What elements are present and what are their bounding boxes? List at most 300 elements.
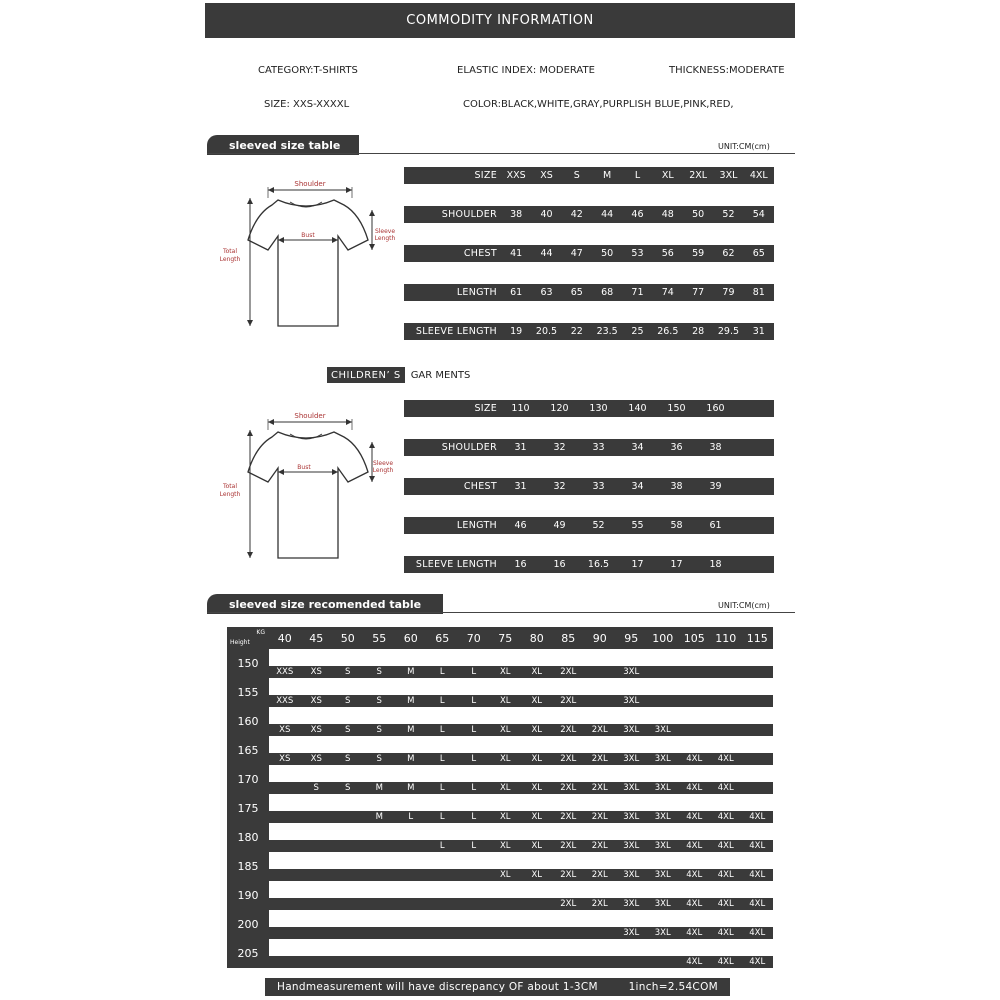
size-bar [269,666,773,678]
category-info: CATEGORY:T-SHIRTS [258,65,358,76]
size-cell: L [408,812,414,822]
cell: 16 [514,559,527,570]
size-cell: 4XL [686,754,703,764]
cell: 160 [706,403,725,414]
spacer [735,442,774,453]
cell: 68 [601,287,614,298]
cell: 52 [592,520,605,531]
cell: 3XL [719,170,738,181]
recommended-table-tab [207,594,443,614]
weight-95: 95 [624,631,639,645]
size-cell: XS [279,754,291,764]
size-cell: 2XL [560,783,577,793]
size-cell: 3XL [623,783,640,793]
tab-label: sleeved size recomended table [229,597,422,611]
size-cell: L [439,783,445,793]
size-cell: XL [531,754,543,764]
cell: 46 [631,209,644,220]
size-cell: M [407,667,415,677]
size-cell: 3XL [623,870,640,880]
discrepancy-note: Handmeasurement will have discrepancy OF about 1-3CM [277,981,598,993]
row-spacer [269,707,773,724]
row-spacer [269,794,773,811]
size-bar [269,898,773,910]
size-cell: XXS [276,696,294,706]
cell: 16.5 [587,559,610,570]
cell: 61 [709,520,722,531]
adult-size-table [404,167,774,340]
size-cell: 3XL [654,899,671,909]
size-cell: 2XL [560,870,577,880]
cell: 38 [709,442,722,453]
cell: 61 [510,287,523,298]
cell: 55 [631,520,644,531]
kids-row-chest [404,478,774,495]
cell: 44 [601,209,614,220]
kids-row-shoulder [404,439,774,456]
cell: 50 [692,209,705,220]
page-title: COMMODITY INFORMATION [406,13,594,28]
weight-40: 40 [277,631,292,645]
size-cell: XL [499,696,511,706]
cell: 26.5 [657,326,679,337]
cell: 34 [631,481,644,492]
size-cell: 3XL [623,725,640,735]
cell: 81 [752,287,765,298]
height-cell: 170 [227,765,269,794]
size-cell: S [345,667,351,677]
kids-total-label-1: Total [222,483,238,490]
cell: 58 [670,520,683,531]
row-label: SLEEVE LENGTH [415,326,497,337]
size-cell: L [439,725,445,735]
weight-100: 100 [652,631,674,645]
size-cell: 4XL [686,841,703,851]
height-label: Height [230,639,250,646]
cell: 33 [592,481,605,492]
size-cell: 2XL [591,841,608,851]
thickness-info: THICKNESS:MODERATE [669,65,785,76]
size-cell: L [471,783,477,793]
height-cell: 155 [227,678,269,707]
size-cell: L [439,841,445,851]
cell: 46 [514,520,527,531]
kids-row-sleeve-length [404,556,774,573]
size-cell: XL [499,783,511,793]
cell: 40 [540,209,553,220]
cell: 16 [553,559,566,570]
size-bar [269,695,773,707]
size-cell: 3XL [654,783,671,793]
size-cell: 2XL [560,696,577,706]
cell: 71 [631,287,644,298]
cell: 56 [661,248,674,259]
weight-header-row [227,627,773,649]
sleeved-size-table-tab [207,135,359,155]
size-cell: 4XL [717,754,734,764]
cell: XXS [506,170,526,181]
size-cell: M [407,754,415,764]
weight-45: 45 [309,631,324,645]
unit-label: UNIT:CM(cm) [718,601,770,610]
size-cell: S [313,783,319,793]
weight-55: 55 [372,631,387,645]
size-cell: S [345,783,351,793]
size-cell: 2XL [560,812,577,822]
size-bar [269,869,773,881]
cell: 31 [752,326,765,337]
size-cell: 2XL [560,667,577,677]
cell: 47 [570,248,583,259]
cell: 77 [692,287,705,298]
row-label: CHEST [463,248,497,259]
height-cell: 185 [227,852,269,881]
total-label-2: Length [219,256,241,263]
cell: 53 [631,248,644,259]
section-divider [207,153,795,154]
size-cell: 2XL [591,812,608,822]
section-divider [207,612,795,613]
height-cell: 150 [227,649,269,678]
size-cell: 4XL [686,928,703,938]
cell: 48 [661,209,674,220]
weight-90: 90 [592,631,607,645]
size-cell: 4XL [717,812,734,822]
cell: 17 [631,559,644,570]
row-label: SLEEVE LENGTH [415,559,497,570]
size-cell: XL [531,725,543,735]
height-cell: 200 [227,910,269,939]
cell: 32 [553,481,566,492]
size-cell: 3XL [623,928,640,938]
adult-tshirt-diagram [210,178,400,333]
size-cell: 2XL [560,725,577,735]
cell: 31 [514,481,527,492]
cell: 4XL [749,170,768,181]
cell: 59 [692,248,705,259]
size-cell: 2XL [591,899,608,909]
size-cell: 4XL [686,957,703,967]
row-label: SHOULDER [441,442,497,453]
size-cell: 3XL [654,725,671,735]
size-cell: 4XL [717,783,734,793]
spacer [735,403,774,414]
size-cell: 2XL [591,725,608,735]
size-cell: XL [499,667,511,677]
size-cell: 4XL [686,870,703,880]
height-row-180 [227,823,773,852]
size-cell: 3XL [623,696,640,706]
row-label: LENGTH [456,520,497,531]
height-row-205 [227,939,773,968]
height-cell: 180 [227,823,269,852]
size-cell: 2XL [560,841,577,851]
size-bar [269,840,773,852]
cell: 25 [631,326,644,337]
unit-label: UNIT:CM(cm) [718,142,770,151]
size-cell: L [471,812,477,822]
size-bar [269,724,773,736]
header-corner [227,627,269,649]
cell: XS [540,170,553,181]
recommended-size-table [227,627,773,968]
size-cell: S [376,696,382,706]
cell: 52 [722,209,735,220]
size-cell: L [471,754,477,764]
height-row-150 [227,649,773,678]
total-label-1: Total [222,248,238,255]
size-cell: L [439,812,445,822]
cell: 20.5 [535,326,558,337]
weight-60: 60 [403,631,418,645]
size-cell: 4XL [686,812,703,822]
spacer [735,520,774,531]
size-cell: M [375,812,383,822]
tab-label: sleeved size table [229,138,341,152]
size-cell: 4XL [717,957,734,967]
row-spacer [269,649,773,666]
adult-row-length [404,284,774,301]
cell: 44 [540,248,553,259]
size-cell: S [376,754,382,764]
size-cell: 4XL [749,957,766,967]
size-cell: XS [279,725,291,735]
kids-size-table [404,400,774,573]
cell: S [573,170,580,181]
size-bar [269,956,773,968]
row-label: SIZE [474,170,497,181]
height-cell: 175 [227,794,269,823]
kids-row-size [404,400,774,417]
row-spacer [269,939,773,956]
cell: 31 [514,442,527,453]
size-cell: XS [310,696,322,706]
cell: 54 [752,209,765,220]
height-cell: 205 [227,939,269,968]
size-cell: M [407,725,415,735]
size-cell: 4XL [749,928,766,938]
size-cell: L [439,696,445,706]
size-cell: XL [499,841,511,851]
adult-row-size [404,167,774,184]
bust-label: Bust [301,232,315,239]
cell: 38 [510,209,523,220]
weight-75: 75 [498,631,513,645]
cell: 19 [510,326,523,337]
cell: 32 [553,442,566,453]
height-row-190 [227,881,773,910]
size-cell: M [375,783,383,793]
cell: 22 [570,326,583,337]
size-cell: S [345,754,351,764]
recommended-rows [227,649,773,968]
cell: 74 [661,287,674,298]
size-cell: 2XL [560,899,577,909]
kids-row-length [404,517,774,534]
color-info: COLOR:BLACK,WHITE,GRAY,PURPLISH BLUE,PINK,RED, [463,99,734,110]
size-cell: S [345,725,351,735]
row-spacer [269,852,773,869]
weight-50: 50 [340,631,355,645]
size-cell: L [471,696,477,706]
kids-tshirt-diagram [210,410,400,565]
size-cell: 4XL [749,870,766,880]
height-row-185 [227,852,773,881]
cell: 17 [670,559,683,570]
weight-110: 110 [715,631,737,645]
size-cell: 3XL [623,841,640,851]
size-cell: XL [531,783,543,793]
size-cell: 4XL [749,899,766,909]
height-row-155 [227,678,773,707]
childrens-garments-title [327,367,470,383]
row-label: LENGTH [456,287,497,298]
size-cell: XL [499,870,511,880]
size-cell: XL [531,870,543,880]
size-cell: 3XL [654,928,671,938]
size-cell: L [439,754,445,764]
size-cell: 4XL [717,841,734,851]
size-cell: 2XL [591,783,608,793]
weight-65: 65 [435,631,450,645]
cell: 29.5 [717,326,740,337]
size-bar [269,782,773,794]
size-cell: XL [499,754,511,764]
cell: 41 [510,248,523,259]
kids-title-dark: CHILDREN’ S [327,367,405,383]
row-spacer [269,881,773,898]
weight-70: 70 [466,631,481,645]
size-cell: 4XL [717,928,734,938]
cell: 110 [511,403,530,414]
size-bar [269,927,773,939]
size-cell: L [471,841,477,851]
size-cell: XXS [276,667,294,677]
cell: L [634,170,641,181]
size-cell: XL [531,696,543,706]
height-row-170 [227,765,773,794]
cell: 42 [570,209,583,220]
kids-total-label-2: Length [219,491,241,498]
cell: 49 [553,520,566,531]
size-cell: 3XL [623,899,640,909]
size-cell: 3XL [654,754,671,764]
size-range-info: SIZE: XXS-XXXXL [264,99,350,110]
spacer [735,481,774,492]
cell: 38 [670,481,683,492]
row-spacer [269,765,773,782]
cell: 18 [709,559,722,570]
size-cell: 3XL [654,870,671,880]
elastic-info: ELASTIC INDEX: MODERATE [457,65,595,76]
cell: 65 [570,287,583,298]
row-spacer [269,910,773,927]
size-cell: 2XL [591,870,608,880]
sleeve-label-1: Sleeve [374,228,396,235]
size-cell: XL [531,841,543,851]
row-label: CHEST [463,481,497,492]
kids-title-rest: GAR MENTS [410,369,471,381]
cell: 65 [752,248,765,259]
size-cell: 4XL [749,841,766,851]
size-cell: S [345,696,351,706]
inch-conversion: 1inch=2.54COM [628,981,718,993]
height-cell: 165 [227,736,269,765]
size-cell: 3XL [623,812,640,822]
size-cell: 3XL [654,812,671,822]
cell: 63 [540,287,553,298]
size-cell: 4XL [686,899,703,909]
cell: 33 [592,442,605,453]
height-row-160 [227,707,773,736]
size-cell: XL [499,812,511,822]
height-cell: 190 [227,881,269,910]
size-cell: 2XL [560,754,577,764]
size-cell: 4XL [686,783,703,793]
cell: XL [661,170,674,181]
measurement-note-bar [265,978,730,996]
cell: 50 [601,248,614,259]
kids-shoulder-label: Shoulder [294,412,326,420]
cell: M [603,170,612,181]
cell: 62 [722,248,735,259]
size-cell: S [376,667,382,677]
sleeve-label-2: Length [374,235,396,242]
size-cell: XS [310,754,322,764]
adult-row-shoulder [404,206,774,223]
commodity-info-banner [205,3,795,38]
size-cell: 3XL [623,667,640,677]
size-cell: 3XL [654,841,671,851]
size-cell: 4XL [717,899,734,909]
cell: 34 [631,442,644,453]
row-spacer [269,678,773,695]
size-cell: XS [310,725,322,735]
adult-row-chest [404,245,774,262]
row-spacer [269,823,773,840]
shoulder-label: Shoulder [294,180,326,188]
size-cell: M [407,783,415,793]
kids-sleeve-label-1: Sleeve [372,460,394,467]
cell: 36 [670,442,683,453]
size-cell: 3XL [623,754,640,764]
weight-115: 115 [746,631,768,645]
cell: 79 [722,287,735,298]
cell: 39 [709,481,722,492]
height-row-200 [227,910,773,939]
cell: 2XL [689,170,708,181]
kids-bust-label: Bust [297,464,311,471]
size-cell: 4XL [749,812,766,822]
weight-105: 105 [683,631,705,645]
size-bar [269,753,773,765]
weight-85: 85 [561,631,576,645]
kg-label: KG [256,629,265,636]
size-cell: XS [310,667,322,677]
size-cell: 4XL [717,870,734,880]
cell: 140 [628,403,647,414]
size-cell: XL [499,725,511,735]
size-cell: S [376,725,382,735]
weight-values [269,627,773,649]
cell: 120 [550,403,569,414]
size-cell: 2XL [591,754,608,764]
row-label: SHOULDER [441,209,497,220]
row-label: SIZE [474,403,497,414]
size-cell: XL [531,812,543,822]
size-cell: L [471,667,477,677]
spacer [735,559,774,570]
